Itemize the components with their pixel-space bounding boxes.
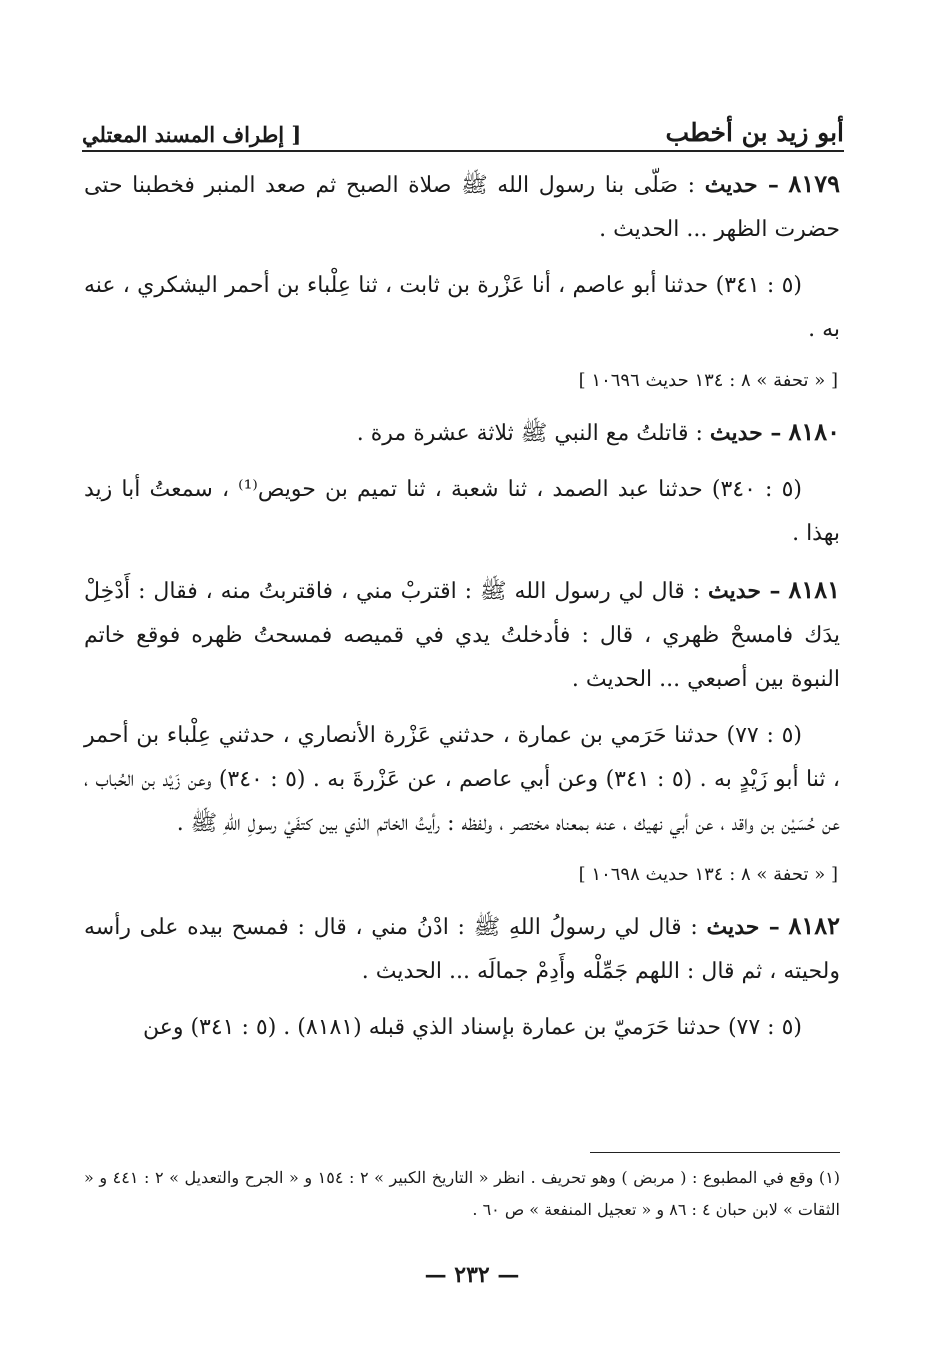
isnad-chain: (٥ : ٧٧) حدثنا حَرَمي بن عمارة ، حدثني عَزْرة الأنصاري ، حدثني عِلْباء بن أحمر ، ثنا أبو زَيْدٍ به . (٥ : ٣٤١) وعن أبي عاصم ، عن عَزْرةَ به . (٥ : ٣٤٠) وعن زَيْد بن الحُباب ، عن حُسَيْن بن واقد ، عن أبي نهيك ، عنه بمعناه مختصر ، ولفظه : رأيتُ الخاتم الذي بين كتفَيْ رسولِ اللهِ ﷺ . [84,723,840,836]
tuhfa-reference: [ « تحفة » ٨ : ١٣٤ حديث ١٠٦٩٦ ] [578,370,838,391]
hadith-number: ٨١٧٩ [788,169,840,198]
hadith-text: ٨١٧٩ – حديث : صَلّى بنا رسول الله ﷺ صلاة الصبح ثم صعد المنبر فخطبنا حتى حضرت الظهر ... الحديث . [84,169,840,242]
hadith-number: ٨١٨٠ [788,417,840,446]
page-body [84,162,840,1050]
header-rule [82,150,844,152]
hadith-label: حديث [709,420,763,446]
running-title: أبو زيد بن أخطب [665,118,844,147]
page-number: — ٢٣٢ — [424,1262,520,1288]
running-header [82,103,844,147]
hadith-label: حديث [706,914,760,940]
hadith-matn: : قال لي رسولُ اللهِ ﷺ : ادْنُ مني ، قال : فمسح بيده على رأسه ولحيته ، ثم قال : اللهم جَمِّلْه وأَدِمْ جمالَه ... الحديث . [84,915,840,984]
hadith-text: ٨١٨٢ – حديث : قال لي رسولُ اللهِ ﷺ : ادْنُ مني ، قال : فمسح بيده على رأسه ولحيته ، ثم قال : اللهم جَمِّلْه وأَدِمْ جمالَه ... الحديث . [84,911,841,984]
hadith-number: ٨١٨١ [788,575,840,604]
hadith-matn: : صَلّى بنا رسول الله ﷺ صلاة الصبح ثم صعد المنبر فخطبنا حتى حضرت الظهر ... الحديث . [84,173,840,242]
running-subtitle: [ إطراف المسند المعتلي [82,122,302,147]
hadith-label: حديث [708,578,761,604]
hadith-entry [84,904,840,1050]
isnad-chain: (٥ : ٧٧) حدثنا حَرَميّ بن عمارة بإسناد الذي قبله (٨١٨١) . (٥ : ٣٤١) وعن [142,1015,802,1040]
hadith-label: حديث [704,172,758,198]
hadith-text: ٨١٨٠ – حديث : قاتلتُ مع النبي ﷺ ثلاثة عشرة مرة . [356,417,840,446]
hadith-matn: : قاتلتُ مع النبي ﷺ ثلاثة عشرة مرة . [356,421,703,446]
hadith-text: ٨١٨١ – حديث : قال لي رسول الله ﷺ : اقتربْ مني ، فاقتربتُ منه ، فقال : أَدْخِلْ يدَك فامسحْ ظهري ، قال : فأدخلتُ يدي في قميصه فمسحتُ ظهره فوقع خاتم النبوة بين أصبعي ... الحديث . [84,575,840,692]
footnote: (١) وقع في المطبوع : ( مربض ) وهو تحريف . انظر « التاريخ الكبير » ٢ : ١٥٤ و « الجرح والتعديل » ٢ : ٤٤١ و « الثقات » لابن حبان ٤ : ٨٦ و « تعجيل المنفعة » ص ٦٠ . [84,1168,841,1219]
isnad-chain: (٥ : ٣٤١) حدثنا أبو عاصم ، أنا عَزْرة بن ثابت ، ثنا عِلْباء بن أحمر اليشكري ، عنه به . [84,273,840,342]
isnad-chain: (٥ : ٣٤٠) حدثنا عبد الصمد ، ثنا شعبة ، ثنا تميم بن حويص⁽¹⁾ ، سمعتُ أبا زيد بهذا . [84,477,840,546]
hadith-entry [84,162,840,398]
hadith-entry [84,568,840,892]
hadith-number: ٨١٨٢ [788,911,841,940]
hadith-matn: : قال لي رسول الله ﷺ : اقتربْ مني ، فاقتربتُ منه ، فقال : أَدْخِلْ يدَك فامسحْ ظهري ، قال : فأدخلتُ يدي في قميصه فمسحتُ ظهره فوقع خاتم النبوة بين أصبعي ... الحديث . [84,579,840,692]
footnotes [84,1162,840,1226]
tuhfa-reference: [ « تحفة » ٨ : ١٣٤ حديث ١٠٦٩٨ ] [578,864,838,885]
hadith-entry [84,410,840,556]
footnote-rule [590,1152,840,1153]
